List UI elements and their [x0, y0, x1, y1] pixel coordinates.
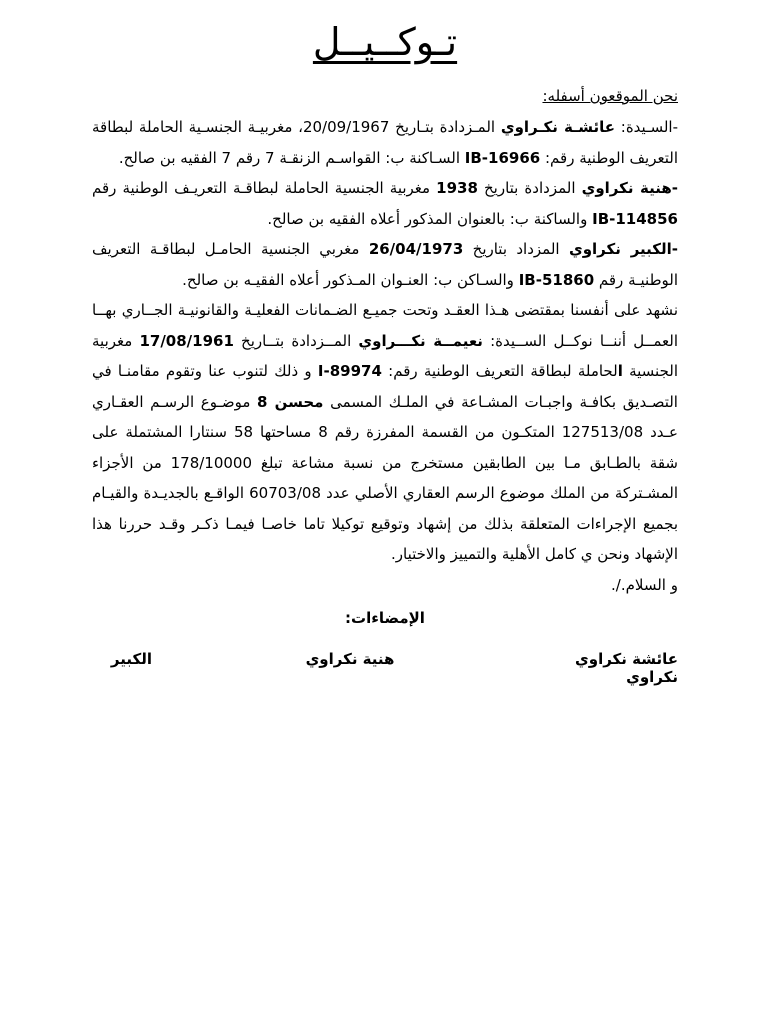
agent-id: I-89974: [317, 362, 382, 380]
party-1-paragraph: [92, 112, 678, 173]
party-2-text-b: مغربية الجنسية الحاملة لبطاقـة التعريـف الوطنية رقم: [92, 179, 437, 197]
closing-line: و السلام./.: [611, 575, 678, 594]
party-1-id: IB-16966: [464, 148, 541, 167]
party-3-date: 26/04/1973: [368, 240, 464, 258]
party-3-prefix: -: [671, 240, 678, 258]
mandate-text-6: موضـوع الرسـم العقـاري عـدد 127513/08 المتكـون من القسمة المفرزة رقم 8 مساحتها 58 سنتارا المشتملة على شقة بالطـابق مـا بين الطابقين مستخرج من نسبة مشاعة تبلغ 178/10000 من الأجزاء المشـتركة من الملك موضوع الرسم العقاري الأصلي عدد 60703/08 الواقـع بالجديـدة والقيـام بجميع الإجراءات المتعلقة بذلك من إشهاد وتوقيع توكيلا تاما خاصـا فيمـا ذكـر وقـد حررنا هذا الإشهاد ونحن ي كامل الأهلية والتمييز والاختيار.: [92, 392, 679, 563]
party-2-paragraph: [92, 173, 678, 234]
party-2-text2: والساكنة ب: بالعنوان المذكور أعلاه الفقيه بن صالح.: [267, 209, 593, 228]
party-2-date: 1938: [436, 179, 478, 197]
party-2-prefix: -: [671, 179, 679, 197]
party-2-text: المزدادة بتاريخ: [477, 179, 582, 197]
party-1-name: عائشـة نكـراوي: [500, 118, 616, 136]
property-name: محسن 8: [257, 392, 324, 411]
party-3-text-b: مغربي الجنسية الحامـل لبطاقـة التعريف الوطنيـة رقم: [92, 240, 678, 289]
mandate-text-3: مغربية الجنسية: [92, 331, 678, 380]
party-1-text: المـزدادة بتـاريخ 20/09/1967، مغربيـة الجنسـية الحاملة لبطاقة التعريف الوطنية رقم:: [92, 118, 678, 167]
mandate-bold-a: ا: [617, 362, 623, 380]
party-1-prefix: -السـيدة:: [615, 118, 679, 136]
mandate-text-2: المــزدادة بتــاريخ: [233, 331, 359, 350]
party-3-name: الكبير نكراوي: [568, 240, 672, 258]
intro-line: نحن الموقعون أسفله:: [542, 87, 678, 105]
mandate-text-1: نشهد على أنفسنا بمقتضى هـذا العقـد وتحت جميـع الضـمانات الفعليـة والقانونيـة الجــاري بهــا العمــل أننــا نوكــل الســيدة:: [92, 301, 679, 350]
signature-3: الكبير: [110, 649, 152, 668]
signature-2: هنية نكراوي: [305, 649, 395, 668]
agent-name: نعيمــة نكـــراوي: [358, 331, 483, 350]
agent-date: 17/08/1961: [139, 331, 234, 350]
document-page: [92, 18, 678, 686]
mandate-text-5: و ذلك لتنوب عنا وتقوم مقامنـا في التصـديق بكافـة واجبـات المشـاعة في الملـك المسمى: [92, 362, 678, 411]
party-2-name: هنية نكراوي: [581, 179, 672, 197]
signature-1-line-2: نكراوي: [626, 667, 678, 686]
party-3-text: المزداد بتاريخ: [463, 240, 569, 258]
party-3-text2: والسـاكن ب: العنـوان المـذكور أعلاه الفقيـه بن صالح.: [182, 270, 519, 289]
document-title: تـوكــيــل: [312, 20, 458, 64]
signatures-row: [92, 650, 678, 686]
signature-1: [548, 650, 678, 686]
party-3-id: IB-51860: [518, 270, 595, 289]
signature-1-line-1: عائشة نكراوي: [575, 649, 678, 668]
mandate-paragraph: [92, 295, 678, 570]
party-2-id: IB-114856: [592, 209, 678, 228]
party-3-paragraph: [92, 234, 678, 295]
party-1-text2: السـاكنة ب: القواسـم الزنقـة 7 رقم 7 الفقيه بن صالح.: [118, 148, 465, 167]
signatures-heading: الإمضاءات:: [345, 608, 425, 627]
mandate-text-4: لحاملة لبطاقة التعريف الوطنية رقم:: [381, 362, 618, 380]
